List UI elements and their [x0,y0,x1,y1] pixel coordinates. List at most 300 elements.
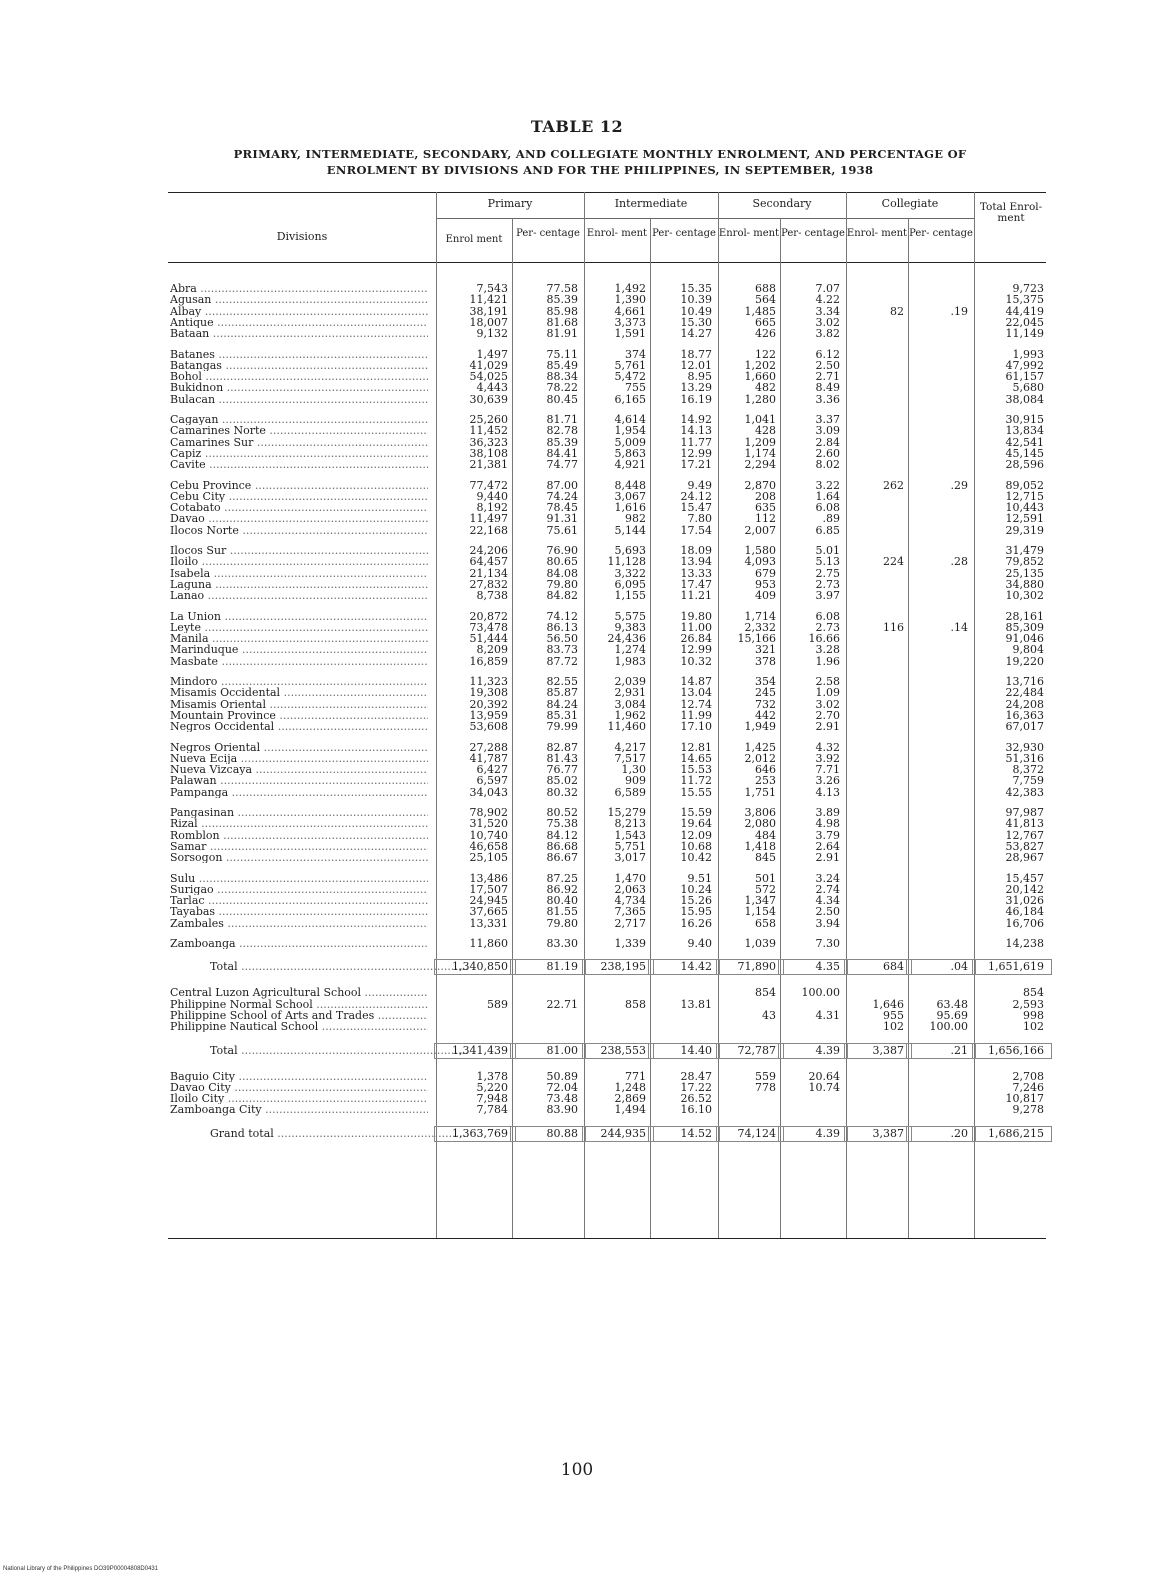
primary-percentage-cell: 83.90 [546,1103,578,1117]
division-name: Ilocos Norte ..... [170,525,428,536]
intermediate-enrolment-cell: 4,921 [614,458,646,472]
table-row [168,753,1046,764]
secondary-enrolment-cell: 732 [755,697,776,711]
secondary-enrolment-cell: 679 [755,566,776,580]
secondary-percentage-cell: 2.50 [815,905,840,919]
total-cell-box [778,1043,848,1059]
secondary-enrolment-cell: 1,418 [744,839,776,853]
primary-percentage-cell: 79.80 [546,577,578,591]
primary-enrolment-cell: 34,043 [469,785,508,799]
secondary-enrolment-cell: 1,425 [744,740,776,754]
secondary-enrolment-cell: 253 [755,774,776,788]
primary-percentage-cell: 74.24 [546,489,578,503]
intermediate-enrolment-cell: 6,589 [614,785,646,799]
table-row [168,906,1046,917]
intermediate-percentage-cell: 19.80 [680,609,712,623]
primary-percentage-cell: 74.77 [546,458,578,472]
secondary-percentage-cell: 3.22 [815,478,840,492]
table-row [168,918,1046,929]
total-row [168,961,1046,972]
secondary-header: Secondary [752,197,812,210]
primary-percentage-cell: 56.50 [546,632,578,646]
primary-enrolment-cell: 1,363,769 [452,1126,508,1140]
intermediate-header: Intermediate [614,197,688,210]
intermediate-percentage-cell: 15.47 [680,501,712,515]
intermediate-percentage-cell: 15.53 [680,763,712,777]
library-footer: National Library of the Philippines DO39P00004808D0431 [3,1566,159,1572]
total-cell-box [582,959,654,975]
table-row [168,622,1046,633]
total-enrolment-cell: 28,596 [1005,458,1044,472]
division-name: Batangas ..... [170,360,428,371]
division-name: Bulacan ..... [170,394,428,405]
secondary-percentage-cell: 2.75 [815,566,840,580]
secondary-enrolment-cell: 572 [755,882,776,896]
table-row [168,699,1046,710]
secondary-percentage-cell: 2.60 [815,446,840,460]
intermediate-enrolment-cell: 5,472 [614,370,646,384]
total-enrolment-cell: 41,813 [1005,817,1044,831]
division-name: Total ..... [170,961,468,972]
secondary-percentage-cell: 7.07 [815,282,840,295]
table-row [168,611,1046,622]
table-row [168,775,1046,786]
total-cell-box [716,1043,784,1059]
primary-percentage-cell: 77.58 [546,282,578,295]
secondary-percentage-cell: 3.24 [815,871,840,885]
primary-enrolment-cell: 10,740 [469,828,508,842]
intermediate-percentage-cell: 11.77 [680,435,712,449]
primary-enrolment-cell: 13,331 [469,916,508,930]
secondary-percentage-cell: 2.74 [815,882,840,896]
primary-enrolment-cell: 7,543 [476,282,508,295]
total-enrolment-cell: 2,593 [1012,997,1044,1011]
secondary-percentage-cell: 2.84 [815,435,840,449]
intermediate-enrolment-cell: 858 [625,997,646,1011]
total-enrolment-cell: 46,184 [1005,905,1044,919]
secondary-percentage-cell: 3.28 [815,643,840,657]
total-enrolment-cell: 38,084 [1005,392,1044,406]
intermediate-enrolment-cell: 1,339 [614,937,646,950]
secondary-enrolment-cell: 1,485 [744,304,776,318]
primary-enrolment-cell: 1,378 [476,1069,508,1083]
total-cell-box [434,959,516,975]
division-name: Iloilo City ..... [170,1093,428,1104]
collegiate-enrolment-cell: 1,646 [872,997,904,1011]
divisions-header: Divisions [276,230,328,243]
primary-enrolment-cell: 7,784 [476,1103,508,1117]
total-cell-box [844,959,912,975]
header-bottom-rule [168,262,1046,263]
primary-percentage-cell: 75.11 [546,347,578,361]
primary-percentage-cell: 91.31 [546,512,578,526]
total-row [168,1045,1046,1056]
secondary-percentage-cell: 1.96 [815,654,840,668]
intermediate-enrolment-cell: 1,248 [614,1080,646,1094]
primary-enrolment-cell: 7,948 [476,1092,508,1106]
table-row [168,852,1046,863]
secondary-enrolment-cell: 845 [755,851,776,865]
total-enrolment-cell: 1,686,215 [988,1126,1044,1140]
secondary-percentage-cell: 100.00 [801,986,840,1000]
primary-enrolment-cell: 53,608 [469,720,508,734]
total-enrolment-cell: 20,142 [1005,882,1044,896]
intermediate-enrolment-cell: 1,954 [614,424,646,438]
intermediate-enrolment-cell: 3,067 [614,489,646,503]
primary-enrolment-cell: 11,421 [469,293,508,307]
division-name: Sulu ..... [170,873,428,884]
total-enrolment-cell: 89,052 [1005,478,1044,492]
intermediate-percentage-cell: 17.54 [680,523,712,537]
intermediate-percentage-cell: 17.47 [680,577,712,591]
secondary-percentage-cell: 3.02 [815,697,840,711]
collegiate-enrolment-cell: 102 [883,1020,904,1034]
secondary-percentage-cell: 4.98 [815,817,840,831]
intermediate-percentage-cell: 13.29 [680,381,712,395]
intermediate-percentage-cell: 18.09 [680,544,712,557]
primary-percentage-cell: 88.34 [546,370,578,384]
collegiate-enrolment-cell: 3,387 [872,1043,904,1057]
intermediate-enrolment-cell: 2,039 [614,675,646,688]
page-number: 100 [560,1460,594,1480]
primary-percentage-cell: 86.67 [546,851,578,865]
division-name: Bataan ..... [170,328,428,339]
division-name: Nueva Ecija ..... [170,753,428,764]
intermediate-percentage-cell: 14.65 [680,751,712,765]
secondary-percentage-cell: 3.89 [815,806,840,819]
primary-percentage-cell: 81.71 [546,413,578,426]
secondary-percentage-cell: 5.01 [815,544,840,557]
subtitle-line-1: PRIMARY, INTERMEDIATE, SECONDARY, AND COLLEGIATE MONTHLY ENROLMENT, AND PERCENTAGE OF [233,147,967,161]
primary-percentage-cell: 86.92 [546,882,578,896]
secondary-percentage-cell: 7.71 [815,763,840,777]
intermediate-enrolment-cell: 24,436 [607,632,646,646]
primary-percentage-cell: 86.68 [546,839,578,853]
intermediate-percentage-cell: 12.01 [680,358,712,372]
total-cell-box [778,959,848,975]
collegiate-header: Collegiate [881,197,939,210]
primary-percentage-cell: 79.99 [546,720,578,734]
intermediate-percentage-cell: 14.40 [680,1043,712,1057]
table-row [168,644,1046,655]
secondary-enrolment-cell: 428 [755,424,776,438]
primary-header: Primary [487,197,533,210]
intermediate-enrolment-cell: 6,095 [614,577,646,591]
intermediate-enrolment-cell: 1,494 [614,1103,646,1117]
intermediate-percentage-cell: 9.51 [687,871,712,885]
secondary-percentage-cell: 3.97 [815,589,840,603]
division-name: Isabela ..... [170,568,428,579]
collegiate-enrolment-cell: 262 [883,478,904,492]
division-name: Marinduque ..... [170,644,428,655]
division-name: Surigao ..... [170,884,428,895]
secondary-percentage-cell: 2.71 [815,370,840,384]
primary-enrolment-cell: 11,497 [469,512,508,526]
secondary-enrolment-cell: 378 [755,654,776,668]
division-name: Nueva Vizcaya ..... [170,764,428,775]
primary-percentage-cell: 78.45 [546,501,578,515]
total-enrolment-cell: 30,915 [1005,413,1044,426]
primary-enrolment-cell: 24,206 [469,544,508,557]
intermediate-enrolment-cell: 5,761 [614,358,646,372]
table-row [168,382,1046,393]
table-row [168,1082,1046,1093]
intermediate-percentage-cell: 15.95 [680,905,712,919]
intermediate-enrolment-cell: 1,492 [614,282,646,295]
total-enrolment-cell: 19,220 [1005,654,1044,668]
table-row [168,491,1046,502]
intermediate-percentage-cell: 15.30 [680,315,712,329]
intermediate-enrolment-cell: 1,543 [614,828,646,842]
primary-enrolment-cell: 38,191 [469,304,508,318]
division-name: Romblon ..... [170,830,428,841]
table-row [168,394,1046,405]
primary-percentage-cell: 85.98 [546,304,578,318]
total-enrolment-cell: 32,930 [1005,740,1044,754]
primary-percentage-cell: 75.38 [546,817,578,831]
collegiate-enrolment-cell: 955 [883,1008,904,1022]
intermediate-enrolment-cell: 2,717 [614,916,646,930]
secondary-enrolment-cell: 2,007 [744,523,776,537]
secondary-percentage-cell: 3.82 [815,327,840,341]
primary-enrolment-cell: 8,192 [476,501,508,515]
table-row [168,568,1046,579]
total-cell-box [648,959,720,975]
intermediate-enrolment-cell: 982 [625,512,646,526]
intermediate-percentage-cell: 14.87 [680,675,712,688]
secondary-enrolment-cell: 72,787 [737,1043,776,1057]
division-name: Pangasinan ..... [170,807,428,818]
primary-percentage-cell: 81.00 [546,1043,578,1057]
primary-enrolment-cell: 11,452 [469,424,508,438]
intermediate-enrolment-cell: 7,365 [614,905,646,919]
table-row [168,938,1046,949]
division-name: Cagayan ..... [170,414,428,425]
primary-enrolment-cell: 11,323 [469,675,508,688]
intermediate-percentage-cell: 19.64 [680,817,712,831]
intermediate-percentage-cell: 9.40 [687,937,712,950]
intermediate-enrolment-cell: 1,30 [621,763,646,777]
secondary-enrolment-cell: 2,294 [744,458,776,472]
intermediate-percentage-cell: 10.49 [680,304,712,318]
primary-enrolment-cell: 77,472 [469,478,508,492]
secondary-enrolment-cell: 426 [755,327,776,341]
primary-enrolment-cell: 51,444 [469,632,508,646]
primary-percentage-cell: 79.80 [546,916,578,930]
secondary-enrolment-cell: 484 [755,828,776,842]
primary-percentage-cell: 75.61 [546,523,578,537]
intermediate-percentage-cell: 26.84 [680,632,712,646]
primary-percentage-cell: 76.77 [546,763,578,777]
table-row [168,349,1046,360]
total-enrolment-header: Total Enrol- ment [979,201,1043,224]
intermediate-percentage-cell: 14.52 [680,1126,712,1140]
intermediate-enrolment-cell: 7,517 [614,751,646,765]
primary-enrolment-cell: 20,392 [469,697,508,711]
division-name: Cotabato ..... [170,502,428,513]
intermediate-percentage-cell: 10.39 [680,293,712,307]
intermediate-percentage-cell: 17.21 [680,458,712,472]
secondary-percentage-cell: 2.73 [815,620,840,634]
intermediate-enrolment-cell: 4,734 [614,894,646,908]
primary-percentage-cell: 82.87 [546,740,578,754]
intermediate-percentage-cell: 15.59 [680,806,712,819]
intermediate-enrolment-cell: 4,614 [614,413,646,426]
division-name: Bohol ..... [170,371,428,382]
table-row [168,721,1046,732]
secondary-enrolment-cell: 442 [755,708,776,722]
total-enrolment-cell: 15,457 [1005,871,1044,885]
collegiate-percentage-cell: .04 [950,960,968,974]
total-cell-box [716,959,784,975]
secondary-enrolment-cell: 112 [755,512,776,526]
table-row [168,987,1046,998]
subtitle-line-2: ENROLMENT BY DIVISIONS AND FOR THE PHILIPPINES, IN SEPTEMBER, 1938 [326,163,874,177]
primary-percentage-cell: 87.25 [546,871,578,885]
total-enrolment-cell: 42,383 [1005,785,1044,799]
division-name: Davao ..... [170,513,428,524]
total-enrolment-cell: 12,715 [1005,489,1044,503]
table-row [168,884,1046,895]
secondary-percentage-cell: 2.50 [815,358,840,372]
total-enrolment-cell: 42,541 [1005,435,1044,449]
total-enrolment-cell: 51,316 [1005,751,1044,765]
secondary-percentage-cell: 3.94 [815,916,840,930]
total-enrolment-cell: 1,993 [1012,347,1044,361]
total-cell-box [716,1126,784,1142]
primary-percentage-cell: 84.41 [546,446,578,460]
total-enrolment-cell: 15,375 [1005,293,1044,307]
primary-enrolment-cell: 25,105 [469,851,508,865]
primary-percentage-header: Per- centage [516,228,580,239]
intermediate-enrolment-cell: 1,591 [614,327,646,341]
secondary-enrolment-cell: 71,890 [737,960,776,974]
total-enrolment-cell: 7,246 [1012,1080,1044,1094]
division-name: Camarines Sur ..... [170,437,428,448]
secondary-enrolment-header: Enrol- ment [718,228,780,239]
division-name: Philippine School of Arts and Trades ..... [170,1010,428,1021]
intermediate-percentage-cell: 12.09 [680,828,712,842]
intermediate-percentage-cell: 13.94 [680,555,712,569]
total-enrolment-cell: 16,363 [1005,708,1044,722]
secondary-percentage-cell: 2.91 [815,720,840,734]
intermediate-percentage-cell: 11.00 [680,620,712,634]
secondary-percentage-cell: 3.37 [815,413,840,426]
intermediate-percentage-cell: 10.42 [680,851,712,865]
secondary-enrolment-cell: 74,124 [737,1126,776,1140]
primary-enrolment-cell: 17,507 [469,882,508,896]
secondary-percentage-cell: 2.64 [815,839,840,853]
intermediate-percentage-cell: 10.68 [680,839,712,853]
intermediate-enrolment-cell: 244,935 [600,1126,646,1140]
intermediate-enrolment-cell: 1,616 [614,501,646,515]
primary-enrolment-cell: 13,486 [469,871,508,885]
intermediate-enrolment-cell: 1,274 [614,643,646,657]
secondary-enrolment-cell: 2,870 [744,478,776,492]
intermediate-enrolment-cell: 8,213 [614,817,646,831]
total-enrolment-cell: 12,767 [1005,828,1044,842]
division-name: Tarlac ..... [170,895,428,906]
secondary-percentage-cell: 16.66 [808,632,840,646]
primary-percentage-cell: 85.31 [546,708,578,722]
intermediate-percentage-cell: 14.42 [680,960,712,974]
secondary-percentage-cell: 7.30 [815,937,840,950]
primary-percentage-cell: 76.90 [546,544,578,557]
table-row [168,633,1046,644]
total-cell-box [648,1043,720,1059]
division-name: Zamboanga City ..... [170,1104,428,1115]
division-name: Antique ..... [170,317,428,328]
primary-percentage-cell: 83.73 [546,643,578,657]
total-enrolment-cell: 28,967 [1005,851,1044,865]
total-enrolment-cell: 9,804 [1012,643,1044,657]
table-row [168,459,1046,470]
secondary-enrolment-cell: 1,714 [744,609,776,623]
secondary-percentage-cell: 20.64 [808,1069,840,1083]
secondary-enrolment-cell: 482 [755,381,776,395]
secondary-enrolment-cell: 3,806 [744,806,776,819]
primary-percentage-cell: 22.71 [546,997,578,1011]
table-title: TABLE 12 [530,117,624,136]
division-name: Philippine Nautical School ..... [170,1021,428,1032]
collegiate-enrolment-cell: 224 [883,555,904,569]
secondary-percentage-cell: 4.34 [815,894,840,908]
primary-enrolment-cell: 11,860 [469,937,508,950]
collegiate-enrolment-cell: 3,387 [872,1126,904,1140]
intermediate-enrolment-cell: 771 [625,1069,646,1083]
intermediate-percentage-cell: 14.13 [680,424,712,438]
table-row [168,545,1046,556]
intermediate-enrolment-cell: 4,217 [614,740,646,754]
total-cell-box [906,1043,976,1059]
table-row [168,830,1046,841]
primary-percentage-cell: 85.49 [546,358,578,372]
primary-percentage-cell: 82.55 [546,675,578,688]
primary-enrolment-cell: 21,134 [469,566,508,580]
table-row [168,764,1046,775]
division-name: Manila ..... [170,633,428,644]
intermediate-percentage-cell: 14.27 [680,327,712,341]
total-enrolment-cell: 2,708 [1012,1069,1044,1083]
total-enrolment-cell: 5,680 [1012,381,1044,395]
table-row [168,590,1046,601]
total-enrolment-cell: 14,238 [1005,937,1044,950]
total-enrolment-cell: 31,479 [1005,544,1044,557]
secondary-enrolment-cell: 4,093 [744,555,776,569]
secondary-enrolment-cell: 1,580 [744,544,776,557]
intermediate-percentage-cell: 9.49 [687,478,712,492]
table-row [168,676,1046,687]
secondary-enrolment-cell: 208 [755,489,776,503]
secondary-percentage-cell: 3.36 [815,392,840,406]
table-row [168,818,1046,829]
total-enrolment-cell: 44,419 [1005,304,1044,318]
intermediate-enrolment-cell: 1,155 [614,589,646,603]
intermediate-enrolment-cell: 5,009 [614,435,646,449]
primary-percentage-cell: 87.72 [546,654,578,668]
intermediate-enrolment-cell: 5,751 [614,839,646,853]
table-row [168,513,1046,524]
intermediate-percentage-cell: 12.99 [680,643,712,657]
secondary-enrolment-cell: 658 [755,916,776,930]
division-name: Total ..... [170,1045,468,1056]
primary-enrolment-cell: 6,597 [476,774,508,788]
secondary-enrolment-cell: 1,660 [744,370,776,384]
primary-percentage-cell: 85.39 [546,435,578,449]
primary-percentage-cell: 78.22 [546,381,578,395]
total-enrolment-cell: 13,834 [1005,424,1044,438]
secondary-percentage-cell: 4.35 [815,960,840,974]
